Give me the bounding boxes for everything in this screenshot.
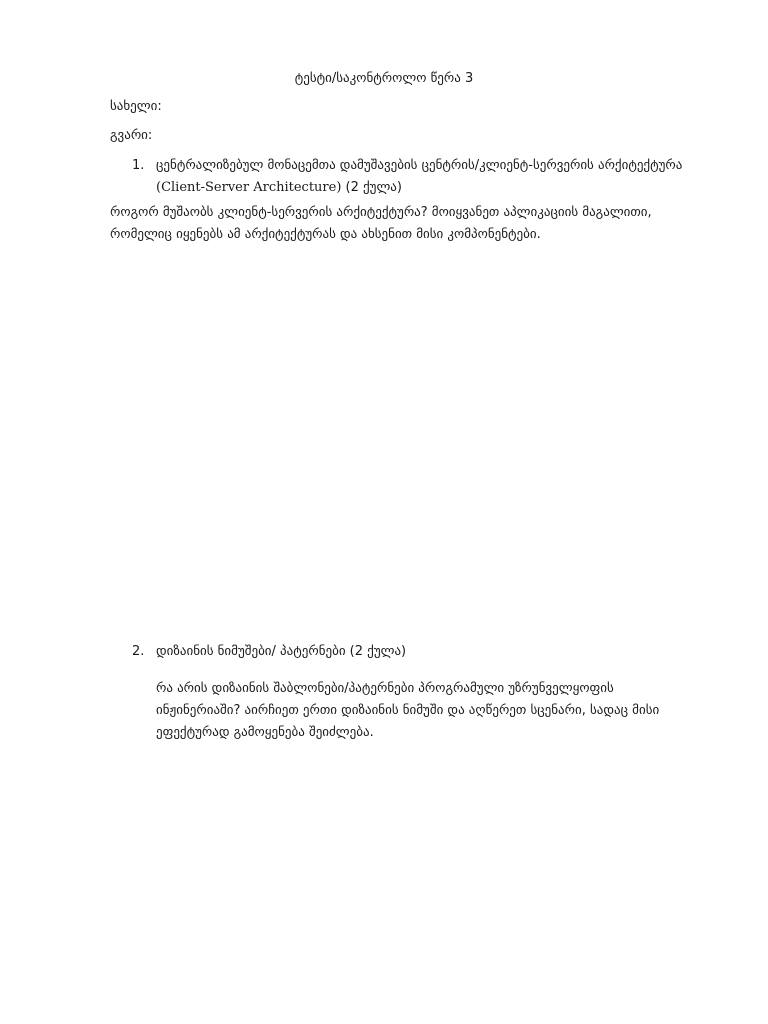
question-1-title-part2: (2 ქულა) (341, 180, 402, 195)
page-title: ტესტი/საკონტროლო წერა 3 (294, 71, 474, 86)
question-1-title-latin: (Client-Server Architecture) (156, 180, 342, 195)
question-1-heading (132, 155, 692, 199)
question-2-number: 2. (132, 644, 145, 659)
question-2-body: რა არის დიზაინის შაბლონები/პატერნები პროგრამული უზრუნველყოფის ინჟინერიაში? აირჩიეთ ერთი დიზაინის ნიმუში და აღწერეთ სცენარი, სადაც მისი ეფექტურად გამოყენება შეიძლება. (156, 681, 660, 740)
question-2-heading (132, 641, 692, 663)
name-field-label: სახელი: (110, 99, 162, 114)
question-1-title (156, 155, 692, 199)
question-1-number: 1. (132, 158, 145, 173)
question-1-body: როგორ მუშაობს კლიენტ-სერვერის არქიტექტურა? მოიყვანეთ აპლიკაციის მაგალითი, რომელიც იყენებს ამ არქიტექტურას და ახსენით მისი კომპონენტები. (110, 205, 652, 242)
question-2-title: დიზაინის ნიმუშები/ პატერნები (2 ქულა) (156, 644, 407, 659)
surname-field-label: გვარი: (110, 128, 153, 143)
question-1-title-part1: ცენტრალიზებულ მონაცემთა დამუშავების ცენტრის/კლიენტ-სერვერის არქიტექტურა (156, 158, 683, 173)
